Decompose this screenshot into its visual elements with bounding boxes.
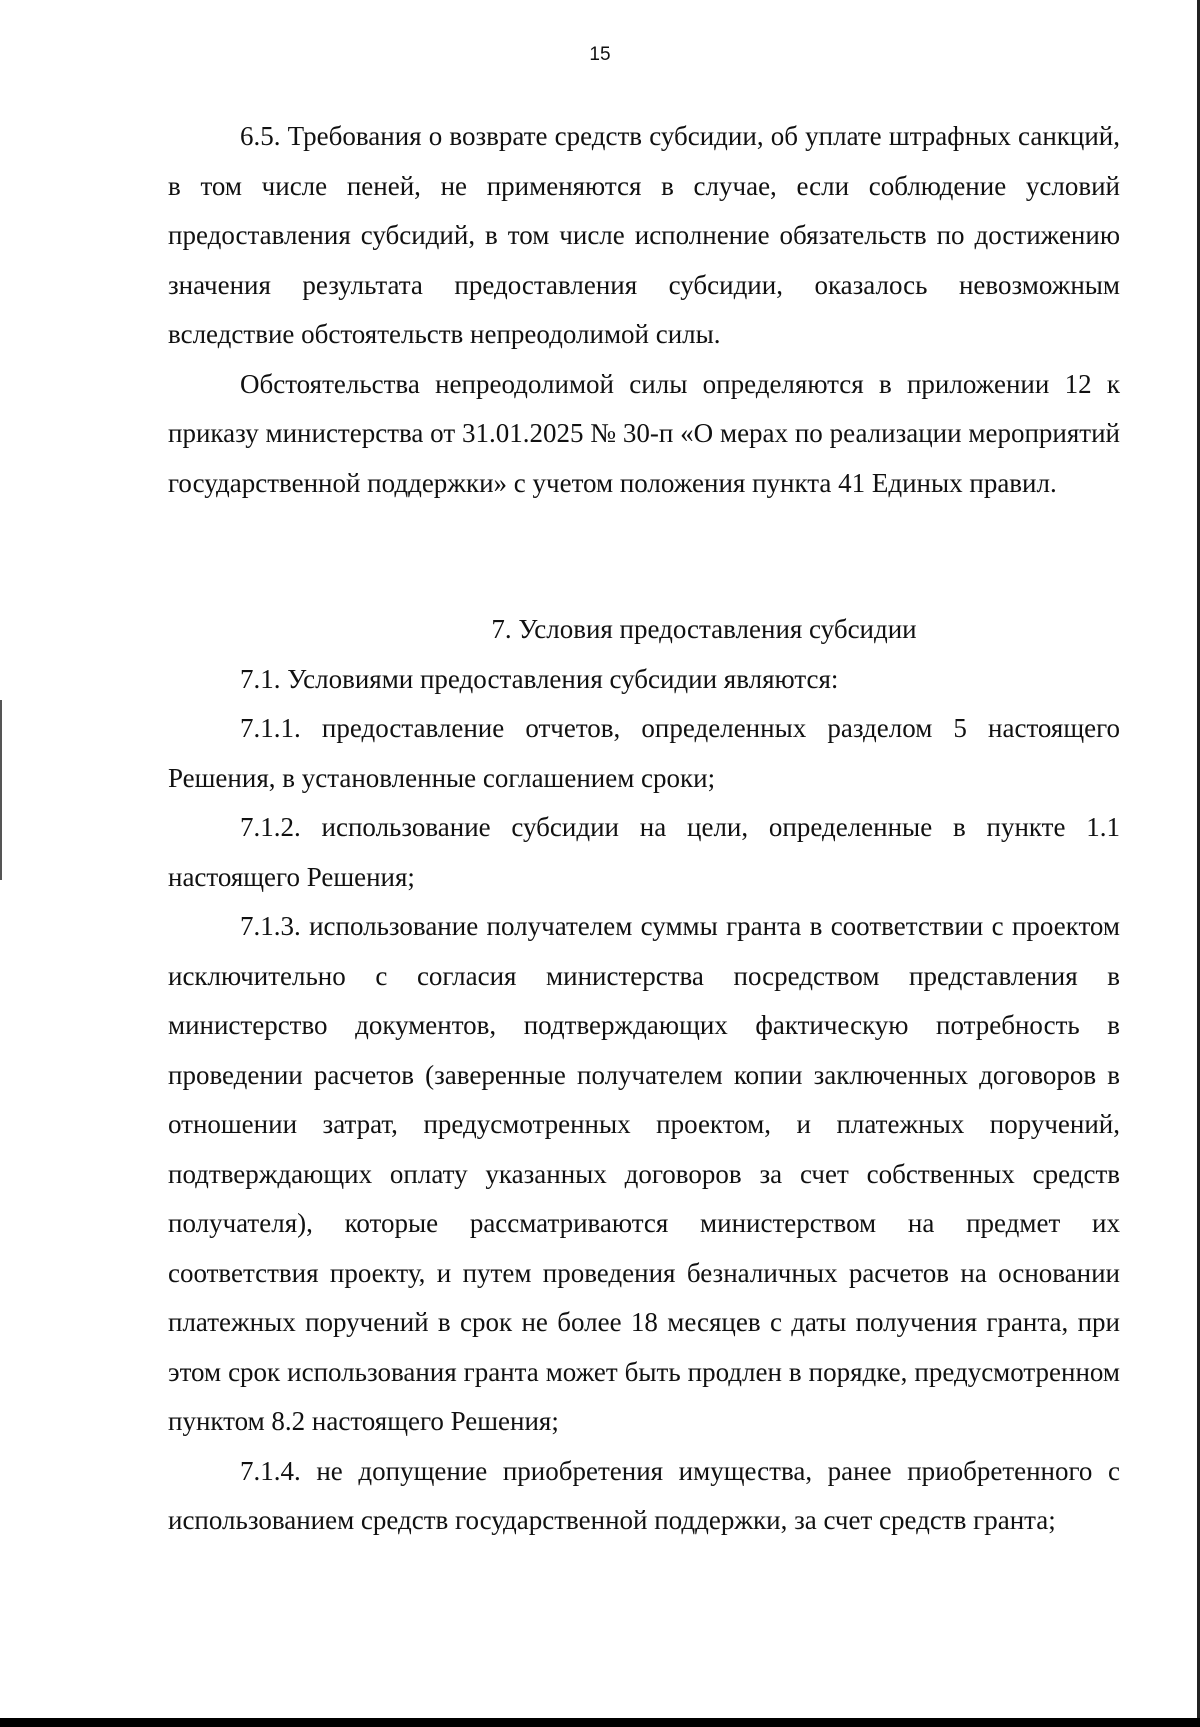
paragraph-7-1-3: 7.1.3. использование получателем суммы гранта в соответствии с проектом исключительно с согласия министерства посредством представления в министерство документов, подтверждающих фактическую потребность в проведении расчетов (заверенные получателем копии заключенных договоров в отношении затрат, предусмотренных проектом, и платежных поручений, подтверждающих оплату указанных договоров за счет собственных средств получателя), которые рассматриваются министерством на предмет их соответствия проекту, и путем проведения безналичных расчетов на основании платежных поручений в срок не более 18 месяцев с даты получения гранта, при этом срок использования гранта может быть продлен в порядке, предусмотренном пунктом 8.2 настоящего Решения; [168,911,1120,1436]
scan-bottom-edge [0,1718,1200,1727]
paragraph-6-5: 6.5. Требования о возврате средств субсидии, об уплате штрафных санкций, в том числе пеней, не применяются в случае, если соблюдение условий предоставления субсидий, в том числе исполнение обязательств по достижению значения результата предоставления субсидии, оказалось невозможным вследствие обстоятельств непреодолимой силы. [168,121,1120,349]
section-7-text [168,605,1120,1546]
paragraph-7-1-2: 7.1.2. использование субсидии на цели, определенные в пункте 1.1 настоящего Решения; [168,812,1120,892]
section-6-text [168,112,1120,508]
page-number: 15 [589,44,611,65]
paragraph-force-majeure: Обстоятельства непреодолимой силы определяются в приложении 12 к приказу министерства от 31.01.2025 № 30-п «О мерах по реализации мероприятий государственной поддержки» с учетом положения пункта 41 Единых правил. [168,368,1120,498]
paragraph-7-1-1: 7.1.1. предоставление отчетов, определенных разделом 5 настоящего Решения, в установленные соглашением сроки; [168,713,1120,793]
paragraph-7-1-4: 7.1.4. не допущение приобретения имущества, ранее приобретенного с использованием средств государственной поддержки, за счет средств гранта; [168,1455,1120,1535]
scan-left-edge [0,700,2,880]
paragraph-7-1: 7.1. Условиями предоставления субсидии являются: [240,663,839,694]
section-7-heading: 7. Условия предоставления субсидии [491,614,917,644]
